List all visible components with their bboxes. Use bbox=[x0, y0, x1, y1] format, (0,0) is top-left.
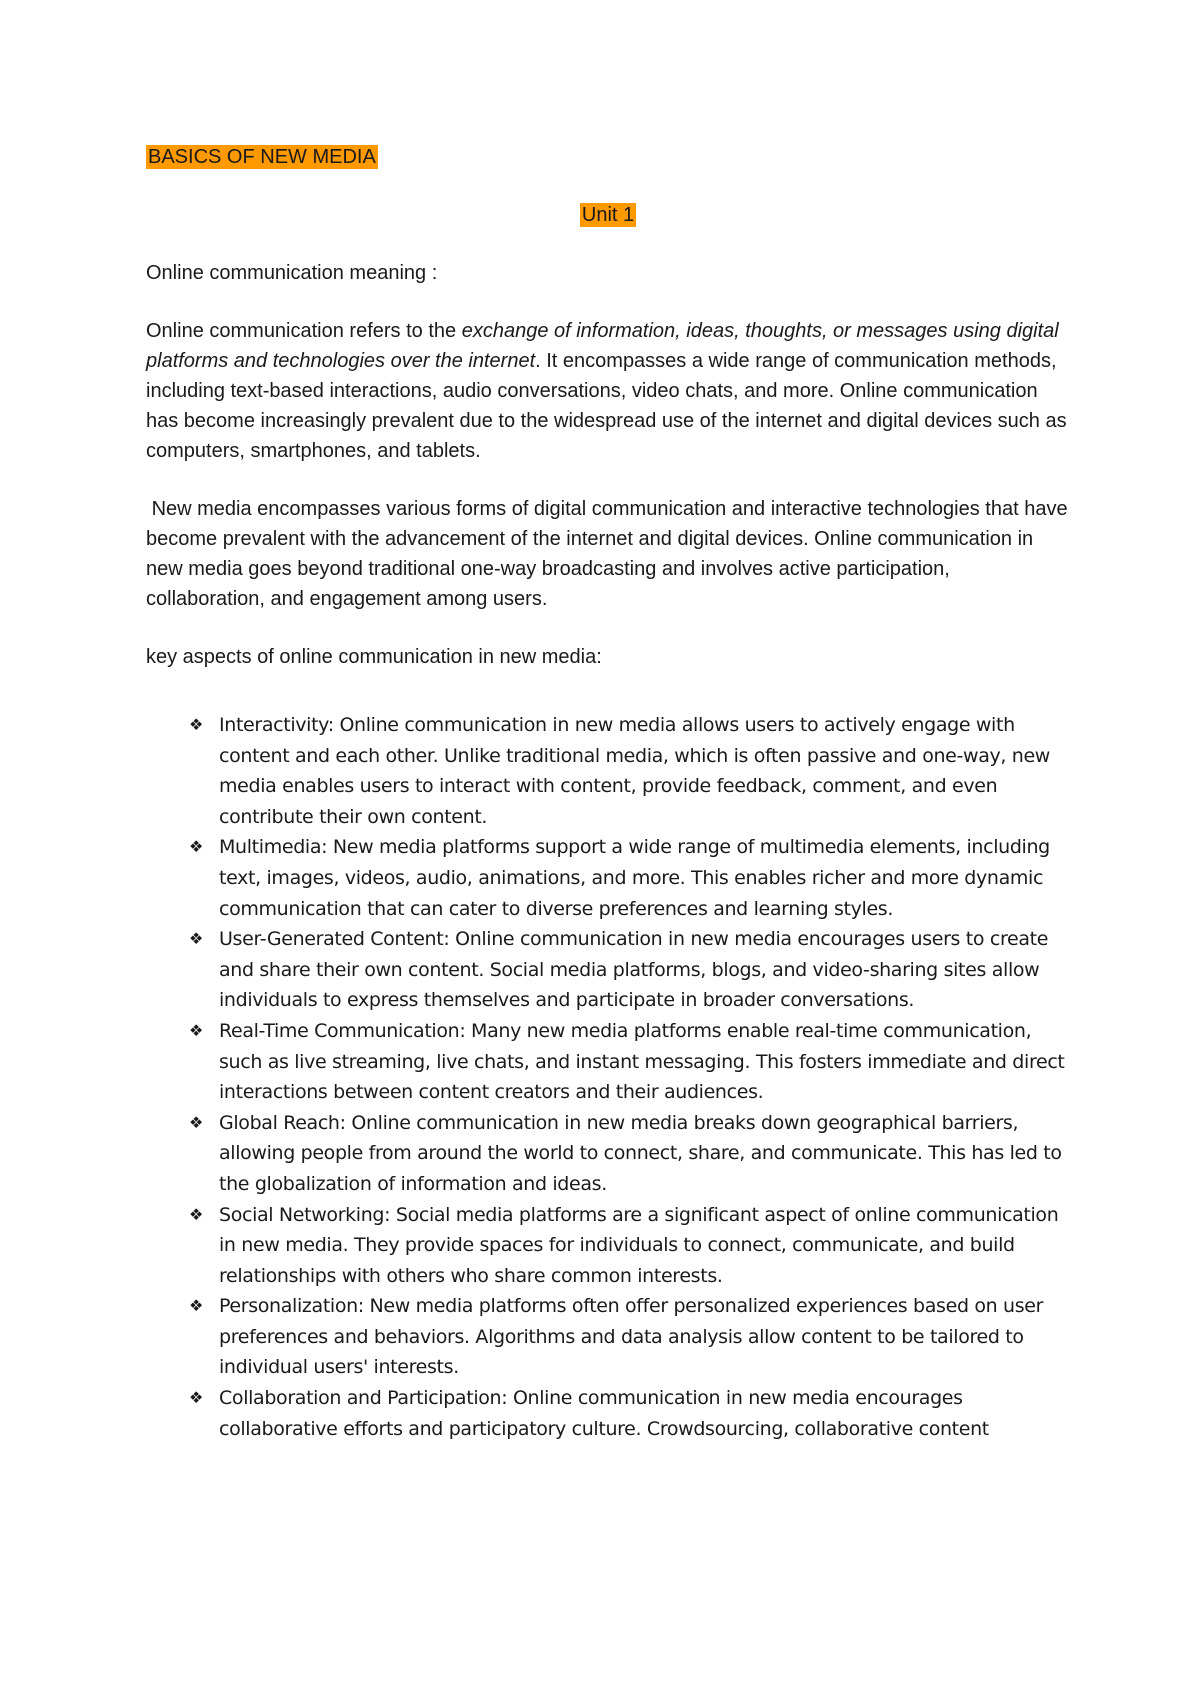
bullet-text: Social Networking: Social media platforms are a significant aspect of online communication in new media. They provide spaces for individuals to connect, communicate, and build relationships with others who share common interests. bbox=[219, 1203, 1059, 1287]
unit-highlight: Unit 1 bbox=[581, 204, 635, 226]
bullet-item bbox=[146, 1291, 1070, 1383]
bullet-item bbox=[146, 1200, 1070, 1292]
diamond-bullet-icon: ❖ bbox=[189, 1020, 203, 1040]
bullet-text: User-Generated Content: Online communication in new media encourages users to create and share their own content. Social media platforms, blogs, and video-sharing sites allow individuals to express themselves and participate in broader conversations. bbox=[219, 928, 1049, 1012]
bullet-text: Multimedia: New media platforms support a wide range of multimedia elements, including text, images, videos, audio, animations, and more. This enables richer and more dynamic communication that can cater to diverse preferences and learning styles. bbox=[219, 836, 1050, 920]
diamond-bullet-icon: ❖ bbox=[189, 929, 203, 949]
document-title bbox=[146, 142, 1070, 172]
title-highlight: BASICS OF NEW MEDIA bbox=[148, 146, 376, 168]
bullet-text: Global Reach: Online communication in new media breaks down geographical barriers, allowing people from around the world to connect, share, and communicate. This has led to the globalization of information and ideas. bbox=[219, 1111, 1062, 1195]
definition-lead: Online communication refers to the bbox=[146, 320, 462, 342]
diamond-bullet-icon: ❖ bbox=[189, 1296, 203, 1316]
bullet-text: Interactivity: Online communication in new media allows users to actively engage with content and each other. Unlike traditional media, which is often passive and one-way, new media enables users to interact with content, provide feedback, comment, and even contribute their own content. bbox=[219, 714, 1050, 828]
document-body bbox=[146, 142, 1074, 1444]
diamond-bullet-icon: ❖ bbox=[189, 837, 203, 857]
key-aspects-heading: key aspects of online communication in new media: bbox=[146, 646, 602, 668]
bullet-text: Personalization: New media platforms often offer personalized experiences based on user preferences and behaviors. Algorithms and data analysis allow content to be tailored to individual users' interests. bbox=[219, 1295, 1044, 1379]
definition-italic: exchange of information, ideas, thoughts, or messages using digital platforms and technologies over the internet bbox=[146, 320, 1059, 372]
new-media-paragraph: New media encompasses various forms of digital communication and interactive technologies that have become prevalent with the advancement of the internet and digital devices. Online communication in new media goes beyond traditional one-way broadcasting and involves active participation, collaboration, and engagement among users. bbox=[146, 498, 1074, 610]
bullet-text: Real-Time Communication: Many new media platforms enable real-time communication, such as live streaming, live chats, and instant messaging. This fosters immediate and direct interactions between content creators and their audiences. bbox=[219, 1019, 1065, 1104]
definition-rest: . It encompasses a wide range of communication methods, including text-based interactions, audio conversations, video chats, and more. Online communication has become increasingly prevalent due to the widespread use of the internet and digital devices such as computers, smartphones, and tablets. bbox=[146, 350, 1067, 462]
unit-heading bbox=[146, 200, 1070, 230]
diamond-bullet-icon: ❖ bbox=[189, 1204, 203, 1224]
diamond-bullet-icon: ❖ bbox=[189, 1112, 203, 1132]
diamond-bullet-icon: ❖ bbox=[189, 715, 203, 734]
bullet-item bbox=[146, 1108, 1070, 1200]
diamond-bullet-icon: ❖ bbox=[189, 1388, 203, 1408]
bullet-item bbox=[146, 924, 1070, 1016]
meaning-heading: Online communication meaning : bbox=[146, 262, 438, 284]
bullet-item bbox=[146, 832, 1070, 924]
bullet-text: Collaboration and Participation: Online communication in new media encourages collaborative efforts and participatory culture. Crowdsourcing, collaborative content bbox=[219, 1387, 989, 1440]
bullet-item bbox=[146, 710, 1070, 832]
bullet-item bbox=[146, 1016, 1070, 1108]
key-aspects-list bbox=[146, 710, 1070, 1444]
definition-paragraph bbox=[146, 316, 1070, 466]
bullet-item bbox=[146, 1383, 1070, 1444]
